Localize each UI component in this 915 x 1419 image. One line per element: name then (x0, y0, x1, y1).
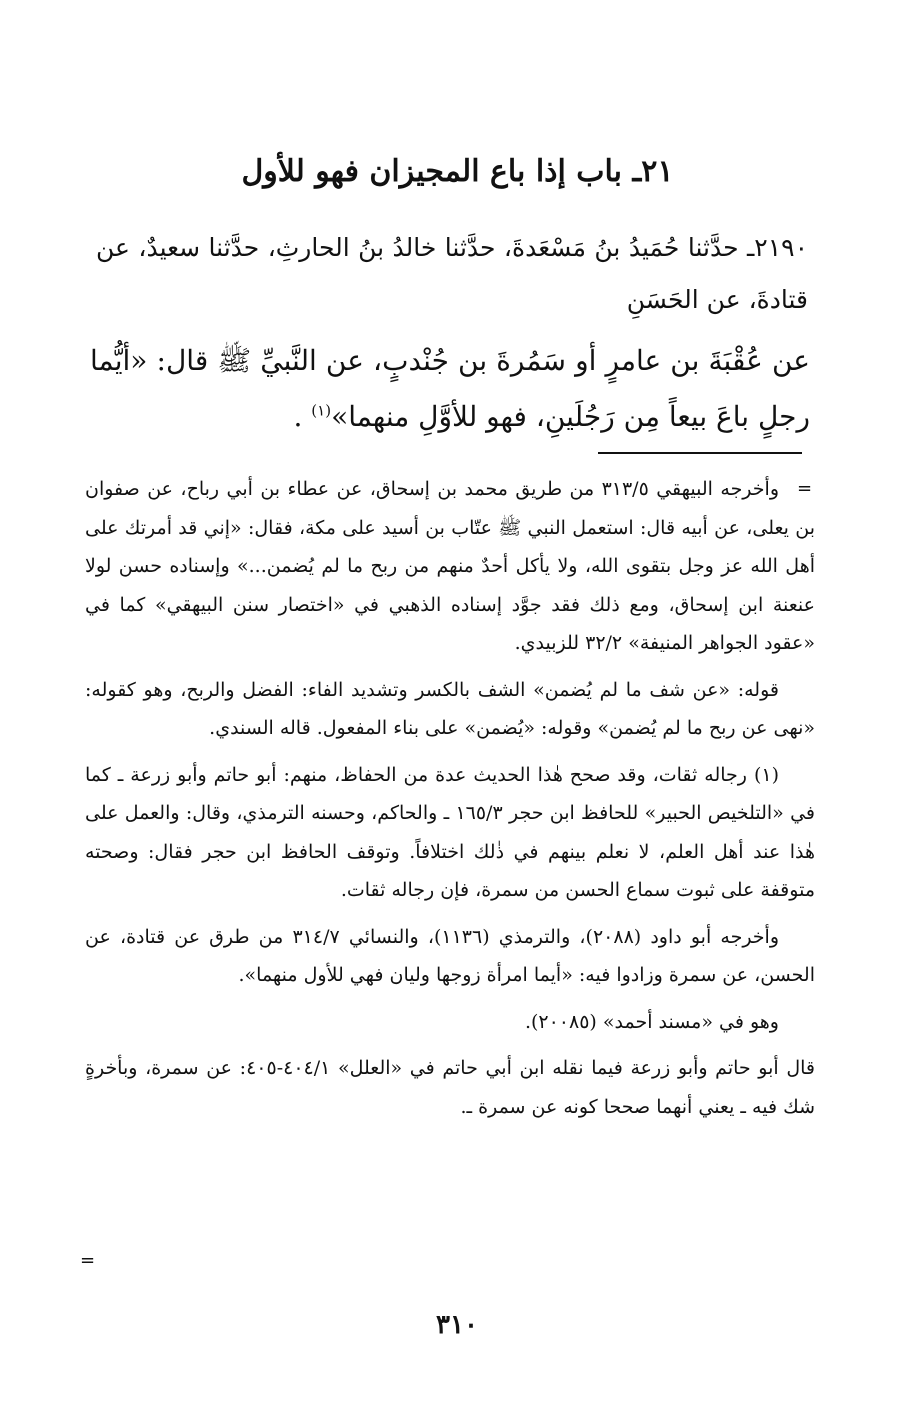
footnote-paragraph: وأخرجه البيهقي ٣١٣/٥ من طريق محمد بن إسحاق، عن عطاء بن أبي رباح، عن صفوان بن يعلى، عن أبيه قال: استعمل النبي ﷺ عتّاب بن أسيد على مكة، فقال: «إني قد أمرتك على أهل الله عز وجل بتقوى الله، ولا يأكل أحدٌ منهم من ربح ما لم يُضمن...» وإسناده حسن لولا عنعنة ابن إسحاق، ومع ذلك فقد جوَّد إسناده الذهبي في «اختصار سنن البيهقي» كما في «عقود الجواهر المنيفة» ٣٢/٢ للزبيدي. (85, 478, 815, 654)
continuation-mark-bottom: = (80, 1250, 96, 1271)
footnote-paragraph: وأخرجه أبو داود (٢٠٨٨)، والترمذي (١١٣٦)، والنسائي ٣١٤/٧ من طرق عن قتادة، عن الحسن، عن سمرة وزادوا فيه: «أيما امرأة زوجها وليان فهي للأول منهما». (85, 925, 815, 986)
page-number: ٣١٠ (436, 1310, 478, 1340)
hadith-matn (90, 333, 810, 445)
footnote-separator-rule (598, 452, 802, 454)
footnote-paragraph: قال أبو حاتم وأبو زرعة فيما نقله ابن أبي حاتم في «العلل» ٤٠٤/١-٤٠٥: عن سمرة، وبأخرةٍ شك فيه ـ يعني أنهما صححا كونه عن سمرة ـ. (85, 1057, 815, 1118)
hadith-isnad: ٢١٩٠ـ حدَّثنا حُمَيدُ بنُ مَسْعَدةَ، حدَّثنا خالدُ بنُ الحارثِ، حدَّثنا سعيدٌ، عن قتادةَ، عن الحَسَنِ (96, 233, 808, 314)
continuation-mark-top: = (797, 478, 813, 499)
footnotes-section (85, 470, 815, 1134)
footnote-marker: (١) (311, 401, 332, 420)
chapter-title: ٢١ـ باب إذا باع المجيزان فهو للأول (241, 154, 674, 189)
footnote-paragraph: (١) رجاله ثقات، وقد صحح هٰذا الحديث عدة من الحفاظ، منهم: أبو حاتم وأبو زرعة ـ كما في «التلخيص الحبير» للحافظ ابن حجر ١٦٥/٣ ـ والحاكم، وحسنه الترمذي، وقال: والعمل على هٰذا عند أهل العلم، لا نعلم بينهم في ذٰلك اختلافاً. وتوقف الحافظ ابن حجر فقال: وصحته متوقفة على ثبوت سماع الحسن من سمرة، فإن رجاله ثقات. (85, 763, 815, 901)
footnote-paragraph: وهو في «مسند أحمد» (٢٠٠٨٥). (524, 1010, 779, 1033)
matn-end-punctuation: . (293, 400, 303, 433)
footnote-paragraph: قوله: «عن شف ما لم يُضمن» الشف بالكسر وتشديد الفاء: الفضل والربح، وهو كقوله: «نهى عن ربح ما لم يُضمن» وقوله: «يُضمن» على بناء المفعول. قاله السندي. (85, 678, 815, 739)
hadith-matn-text: عن عُقْبَةَ بن عامرٍ أو سَمُرةَ بن جُنْدبٍ، عن النَّبيِّ ﷺ قال: «أيُّما رجلٍ باعَ بيعاً مِن رَجُلَينِ، فهو للأوَّلِ منهما» (90, 344, 810, 433)
